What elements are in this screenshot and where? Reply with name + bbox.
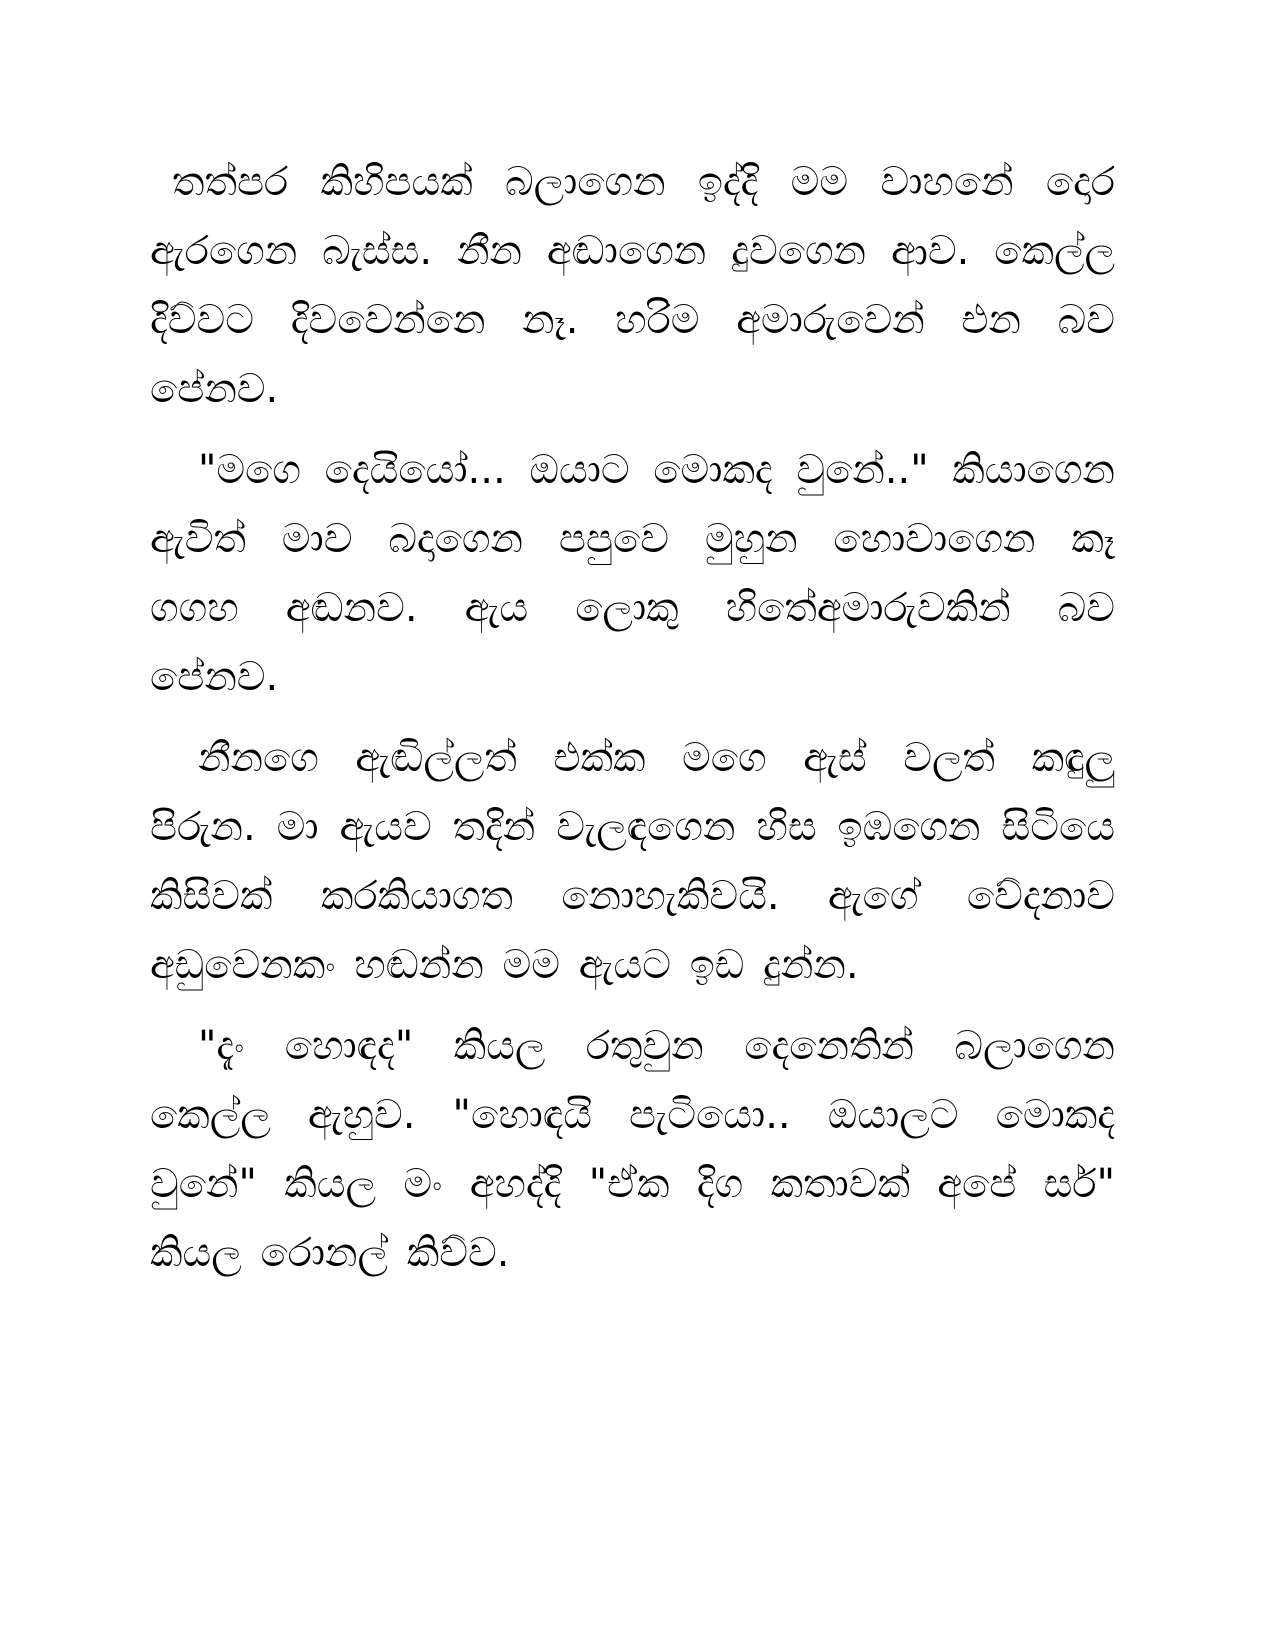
paragraph-2: "මගෙ දෙයියෝ... ඔයාට මොකද වුනේ.." කියාගෙන ඇවිත් මාව බදාගෙන පපුවෙ මුහුන හොවාගෙන කෑ ගගහ අඬනව. ඇය ලොකු හිතේඅමාරුවකින් බව පේනව. [150, 447, 1115, 700]
paragraph-1: තත්පර කිහිපයක් බලාගෙන ඉද්දි මම වාහනේ දොර ඇරගෙන බැස්ස. නීන අඬාගෙන දුවගෙන ආව. කෙල්ල දිව්වට දිවවෙන්නෙ නෑ. හරිම අමාරුවෙන් එන බව පේනව. [150, 159, 1115, 412]
body-text [150, 148, 1115, 1300]
paragraph-3: නීනගෙ ඇඬිල්ලත් එක්ක මගෙ ඇස් වලත් කඳුලු පිරුන. මා ඇයව තදින් වැලඳගෙන හිස ඉඹගෙන සිටියෙ කිසිවක් කරකියාගත නොහැකිවයි. ඇගේ වේදනාව අඩුවෙනකං හඬන්න මම ඇයට ඉඩ දුන්න. [150, 735, 1115, 988]
paragraph-4: "දැං හොඳද" කියල රතුවුන දෙනෙතින් බලාගෙන කෙල්ල ඇහුව. "හොඳයි පැටියො.. ඔයාලට මොකද වුනේ" කියල මං අහද්දි "ඒක දිග කතාවක් අපේ සර්" කියල රොනල් කිව්ව. [150, 1023, 1115, 1276]
